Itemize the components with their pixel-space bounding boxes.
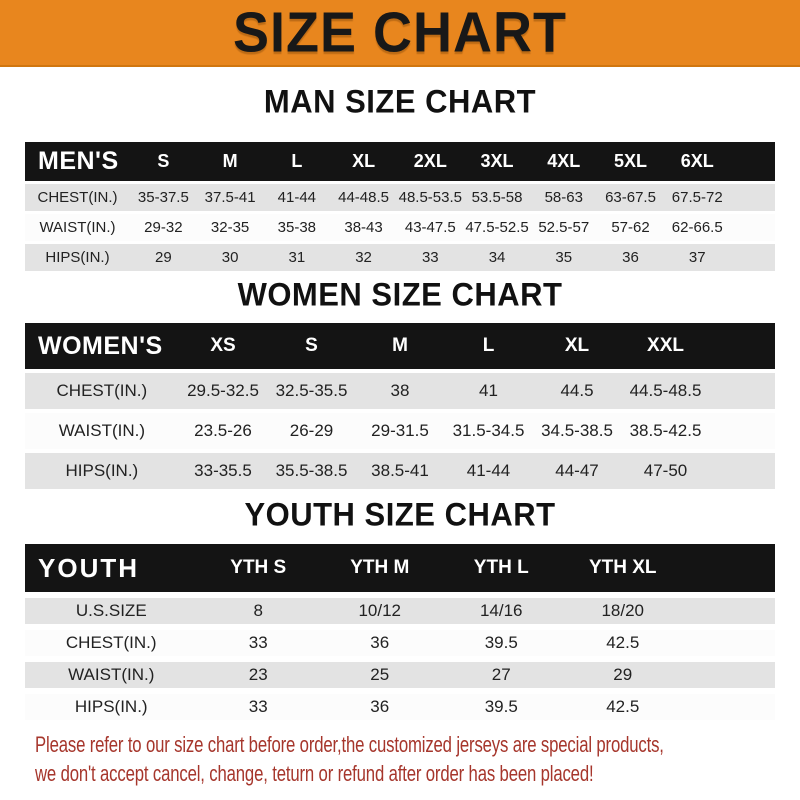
column-header: M xyxy=(392,335,408,356)
table-cell: 18/20 xyxy=(601,601,645,620)
row-label: HIPS(IN.) xyxy=(45,249,110,266)
table-header-row xyxy=(25,142,775,181)
table-cell: 37.5-41 xyxy=(204,189,256,206)
table-cell: 31.5-34.5 xyxy=(452,421,525,440)
table-cell: 44-48.5 xyxy=(338,189,389,206)
size-section-youth xyxy=(0,497,800,720)
column-header: L xyxy=(291,151,303,171)
row-label: U.S.SIZE xyxy=(75,601,147,620)
table-cell: 23.5-26 xyxy=(194,421,252,440)
column-header: S xyxy=(305,335,318,356)
table-cell: 57-62 xyxy=(611,219,650,236)
table-cell: 33 xyxy=(248,697,268,716)
table-title-label: MEN'S xyxy=(38,147,119,175)
table-cell: 39.5 xyxy=(484,633,518,652)
table-cell: 53.5-58 xyxy=(471,189,523,206)
column-header: YTH XL xyxy=(588,557,657,578)
table-cell: 8 xyxy=(253,601,263,620)
table-cell: 62-66.5 xyxy=(671,219,723,236)
section-heading-men: MAN SIZE CHART xyxy=(263,83,537,120)
column-header: XS xyxy=(210,335,236,356)
table-row xyxy=(25,244,775,271)
column-header: YTH L xyxy=(473,557,529,578)
table-cell: 67.5-72 xyxy=(671,189,723,206)
table-cell: 43-47.5 xyxy=(404,219,456,236)
column-header: M xyxy=(222,151,238,171)
table-cell: 35 xyxy=(555,249,573,266)
size-table-youth xyxy=(25,544,775,720)
table-cell: 14/16 xyxy=(479,601,523,620)
column-header: YTH M xyxy=(350,557,410,578)
table-cell: 47-50 xyxy=(643,461,688,480)
row-label: WAIST(IN.) xyxy=(68,665,155,684)
size-table-men xyxy=(25,142,775,271)
table-cell: 63-67.5 xyxy=(605,189,656,206)
table-row xyxy=(25,373,775,409)
table-cell: 35-37.5 xyxy=(137,189,189,206)
size-section-women xyxy=(0,277,800,489)
table-cell: 32-35 xyxy=(210,219,250,236)
table-cell: 38.5-41 xyxy=(371,461,429,480)
table-cell: 10/12 xyxy=(358,601,402,620)
column-header: XL xyxy=(352,151,376,171)
table-cell: 42.5 xyxy=(606,633,640,652)
table-cell: 38 xyxy=(390,381,410,400)
table-cell: 38.5-42.5 xyxy=(629,421,702,440)
column-header: YTH S xyxy=(230,557,287,578)
table-cell: 58-63 xyxy=(544,189,583,206)
size-table-women xyxy=(25,323,775,489)
row-label: CHEST(IN.) xyxy=(56,381,148,400)
table-cell: 34 xyxy=(488,249,506,266)
table-cell: 29-32 xyxy=(144,219,183,236)
table-cell: 44.5-48.5 xyxy=(629,381,702,400)
table-cell: 39.5 xyxy=(484,697,518,716)
table-row xyxy=(25,413,775,449)
table-cell: 41-44 xyxy=(466,461,511,480)
column-header: 6XL xyxy=(680,151,714,171)
row-label: CHEST(IN.) xyxy=(37,189,118,206)
table-cell: 31 xyxy=(288,249,306,266)
table-row xyxy=(25,662,775,688)
table-cell: 44-47 xyxy=(555,461,599,480)
table-cell: 33-35.5 xyxy=(194,461,252,480)
table-cell: 48.5-53.5 xyxy=(398,189,462,206)
row-label: HIPS(IN.) xyxy=(65,461,139,480)
table-cell: 29 xyxy=(613,665,633,684)
column-header: L xyxy=(482,335,495,356)
table-cell: 33 xyxy=(248,633,268,652)
size-chart-banner xyxy=(0,0,800,67)
table-cell: 32 xyxy=(355,249,372,266)
table-cell: 23 xyxy=(248,665,268,684)
page-title: SIZE CHART xyxy=(233,1,567,64)
table-cell: 29-31.5 xyxy=(371,421,429,440)
table-cell: 42.5 xyxy=(606,697,640,716)
table-cell: 25 xyxy=(370,665,390,684)
table-header-row xyxy=(25,544,775,592)
section-heading-women: WOMEN SIZE CHART xyxy=(237,276,563,313)
table-cell: 26-29 xyxy=(289,421,334,440)
table-cell: 44.5 xyxy=(560,381,594,400)
table-cell: 41-44 xyxy=(277,189,317,206)
table-cell: 29.5-32.5 xyxy=(187,381,259,400)
column-header: 2XL xyxy=(413,151,447,171)
table-cell: 30 xyxy=(221,249,239,266)
table-cell: 36 xyxy=(370,697,390,716)
table-row xyxy=(25,184,775,211)
table-row xyxy=(25,598,775,624)
table-title-label: WOMEN'S xyxy=(38,331,163,360)
table-title-label: YOUTH xyxy=(38,552,139,583)
table-cell: 32.5-35.5 xyxy=(275,381,348,400)
table-cell: 47.5-52.5 xyxy=(465,219,529,236)
table-cell: 29 xyxy=(155,249,172,266)
section-heading-youth: YOUTH SIZE CHART xyxy=(244,496,556,533)
disclaimer-line-1: Please refer to our size chart before order,the customized jerseys are special products, xyxy=(35,732,664,757)
column-header: S xyxy=(157,151,170,171)
column-header: XL xyxy=(564,335,590,356)
table-cell: 37 xyxy=(688,249,706,266)
disclaimer xyxy=(35,730,800,788)
table-row xyxy=(25,630,775,656)
table-cell: 36 xyxy=(370,633,390,652)
row-label: WAIST(IN.) xyxy=(39,219,116,236)
table-cell: 33 xyxy=(421,249,439,266)
table-row xyxy=(25,214,775,241)
column-header: 3XL xyxy=(480,151,514,171)
table-row xyxy=(25,694,775,720)
table-cell: 35-38 xyxy=(277,219,317,236)
table-cell: 34.5-38.5 xyxy=(541,421,613,440)
table-cell: 35.5-38.5 xyxy=(275,461,348,480)
column-header: 4XL xyxy=(547,151,581,171)
table-header-row xyxy=(25,323,775,369)
charts-container xyxy=(0,84,800,720)
size-section-men xyxy=(0,84,800,271)
column-header: XXL xyxy=(647,335,684,356)
table-cell: 36 xyxy=(622,249,639,266)
row-label: HIPS(IN.) xyxy=(74,697,148,716)
disclaimer-line-2: we don't accept cancel, change, teturn or refund after order has been placed! xyxy=(35,761,594,786)
table-cell: 41 xyxy=(479,381,498,400)
table-cell: 38-43 xyxy=(344,219,383,236)
row-label: WAIST(IN.) xyxy=(58,421,145,440)
table-cell: 27 xyxy=(491,665,511,684)
table-cell: 52.5-57 xyxy=(538,219,590,236)
column-header: 5XL xyxy=(614,151,648,171)
table-row xyxy=(25,453,775,489)
row-label: CHEST(IN.) xyxy=(65,633,157,652)
